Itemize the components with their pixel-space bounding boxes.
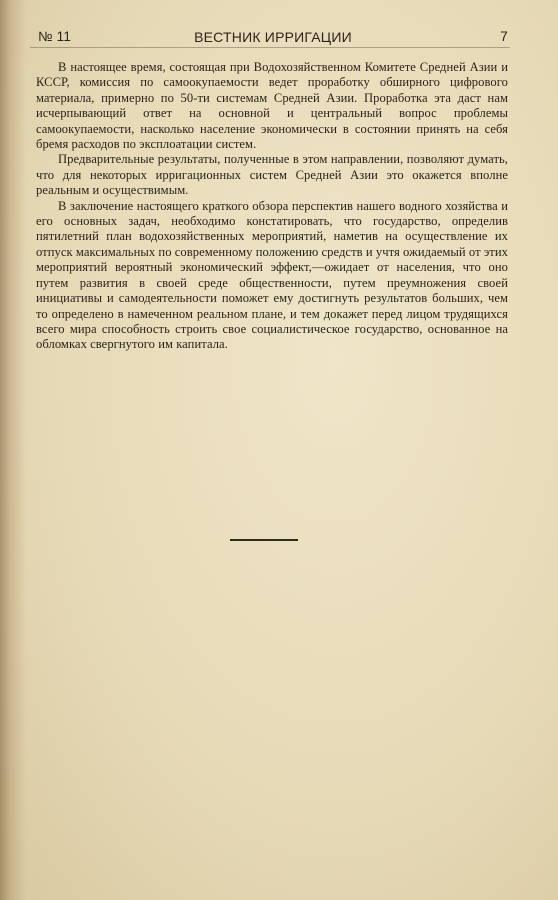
running-head — [38, 29, 508, 47]
paragraph-preliminary-results: Предварительные результаты, полученные в этом направлении, позволяют думать, что для некоторых ирригационных систем Средней Азии это окажется вполне реальным и осуществимым. — [36, 152, 508, 198]
paragraph-conclusion: В заключение настоящего краткого обзора перспектив нашего водного хозяйства и его основных задач, необходимо констатировать, что государство, определив пятилетний план водохозяйственных мероприятий, наметив на осуществление их отпуск максимальных по современному положению средств и учтя ожидаемый от этих мероприятий вероятный экономический эффект,—ожидает от населения, что оно путем развития в своей среде общественности, путем преумножения своей инициативы и самодеятельности поможет ему достигнуть результатов больших, чем то определено в намеченном реальном плане, и тем докажет перед лицом трудящихся всего мира способность строить свое социалистическое государство, основанное на обломках свергнутого им капитала. — [36, 198, 508, 352]
paragraph-commission: В настоящее время, состоящая при Водохозяйственном Комитете Средней Азии и КССР, комиссия по самоокупаемости ведет проработку обширного цифрового материала, примерно по 50-ти системам Средней Азии. Проработка эта даст нам исчерпывающий ответ на основной и центральный вопрос проблемы самоокупаемости, насколько население экономически в состоянии принять на себя бремя расходов по эксплоатации систем. — [36, 60, 508, 152]
journal-title: ВЕСТНИК ИРРИГАЦИИ — [194, 29, 352, 45]
page-number: 7 — [500, 29, 508, 44]
header-rule — [30, 47, 510, 48]
issue-number: № 11 — [38, 29, 72, 44]
article-body — [36, 60, 508, 353]
end-of-article-rule — [230, 539, 298, 541]
